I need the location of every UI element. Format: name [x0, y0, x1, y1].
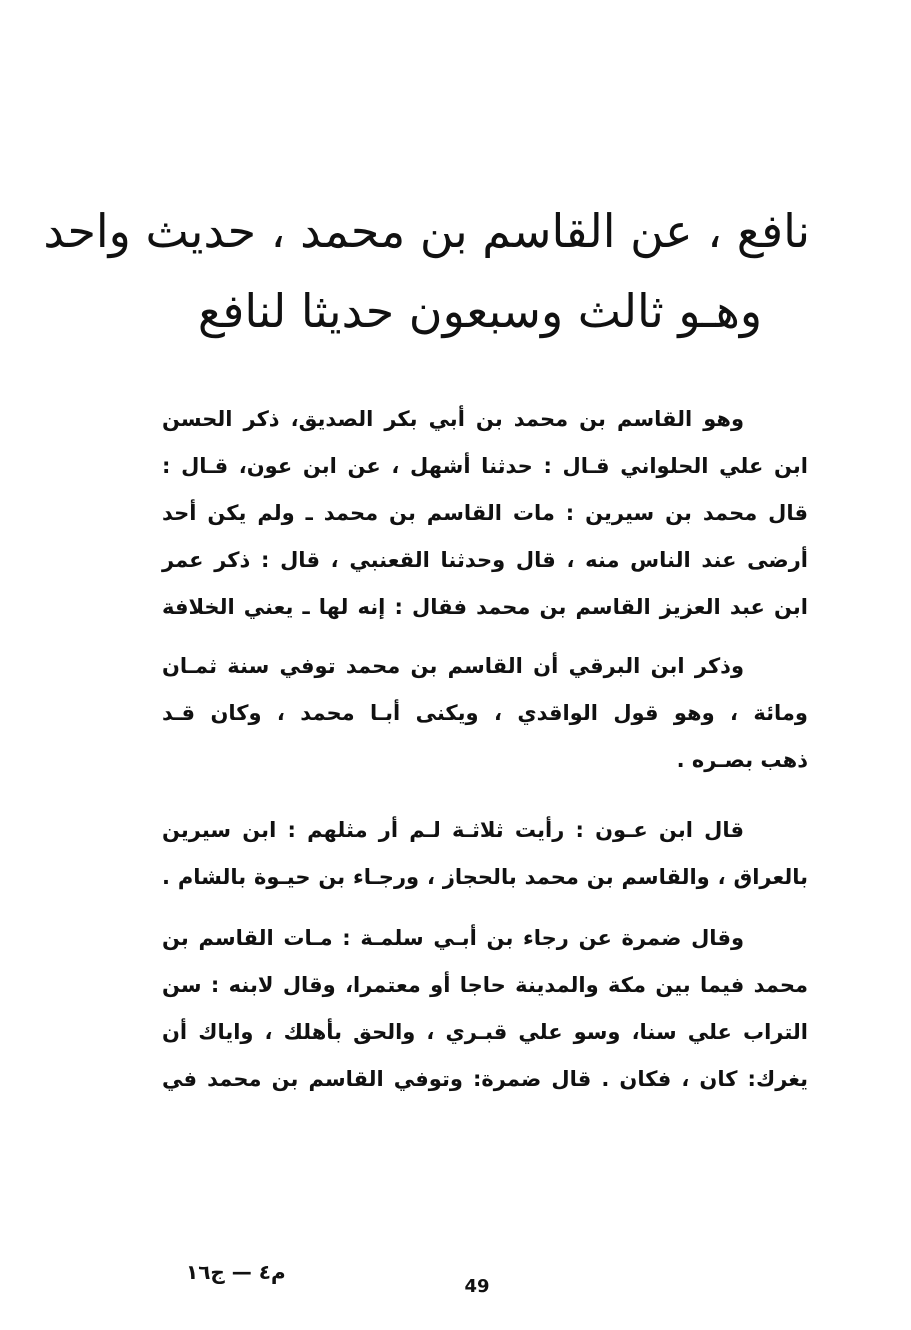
text-line: ذهب بصـره .	[676, 748, 808, 772]
printer-signature: م٤ — ج١٦	[186, 1260, 286, 1284]
paragraph-4	[162, 915, 808, 1103]
section-title-line-1: نافع ، عن القاسم بن محمد ، حديث واحد	[43, 204, 810, 258]
text-line: وذكر ابن البرقي أن القاسم بن محمد توفي سنة ثمـان	[162, 654, 744, 678]
text-line: ابن علي الحلواني قـال : حدثنا أشهل ، عن ابن عون، قـال :	[162, 454, 808, 478]
text-line: وهو القاسم بن محمد بن أبي بكر الصديق، ذكر الحسن	[162, 407, 744, 431]
text-line: بالعراق ، والقاسم بن محمد بالحجاز ، ورجـاء بن حيـوة بالشام .	[162, 865, 808, 889]
text-line: قال محمد بن سيرين : مات القاسم بن محمد ـ ولم يكن أحد	[162, 501, 808, 525]
text-line: وقال ضمرة عن رجاء بن أبـي سلمـة : مـات القاسم بن	[162, 926, 744, 950]
text-line: ومائة ، وهو قول الواقدي ، ويكنى أبـا محمد ، وكان قـد	[162, 701, 808, 725]
text-line: قال ابن عـون : رأيت ثلاثـة لـم أر مثلهم : ابن سيرين	[162, 818, 744, 842]
paragraph-2	[162, 643, 808, 784]
text-line: التراب علي سنا، وسو علي قبـري ، والحق بأهلك ، واياك أن	[162, 1020, 808, 1044]
paragraph-1	[162, 396, 808, 631]
paragraph-3	[162, 807, 808, 901]
text-line: أرضى عند الناس منه ، قال وحدثنا القعنبي ، قال : ذكر عمر	[162, 548, 808, 572]
text-line: محمد فيما بين مكة والمدينة حاجا أو معتمرا، وقال لابنه : سن	[162, 973, 808, 997]
section-title-line-2: وهـو ثالث وسبعون حديثا لنافع	[197, 284, 763, 338]
text-line: ابن عبد العزيز القاسم بن محمد فقال : إنه لها ـ يعني الخلافة	[162, 595, 808, 619]
text-line: يغرك: كان ، فكان . قال ضمرة: وتوفي القاسم بن محمد في	[162, 1067, 808, 1091]
page-number: 49	[464, 1276, 490, 1297]
